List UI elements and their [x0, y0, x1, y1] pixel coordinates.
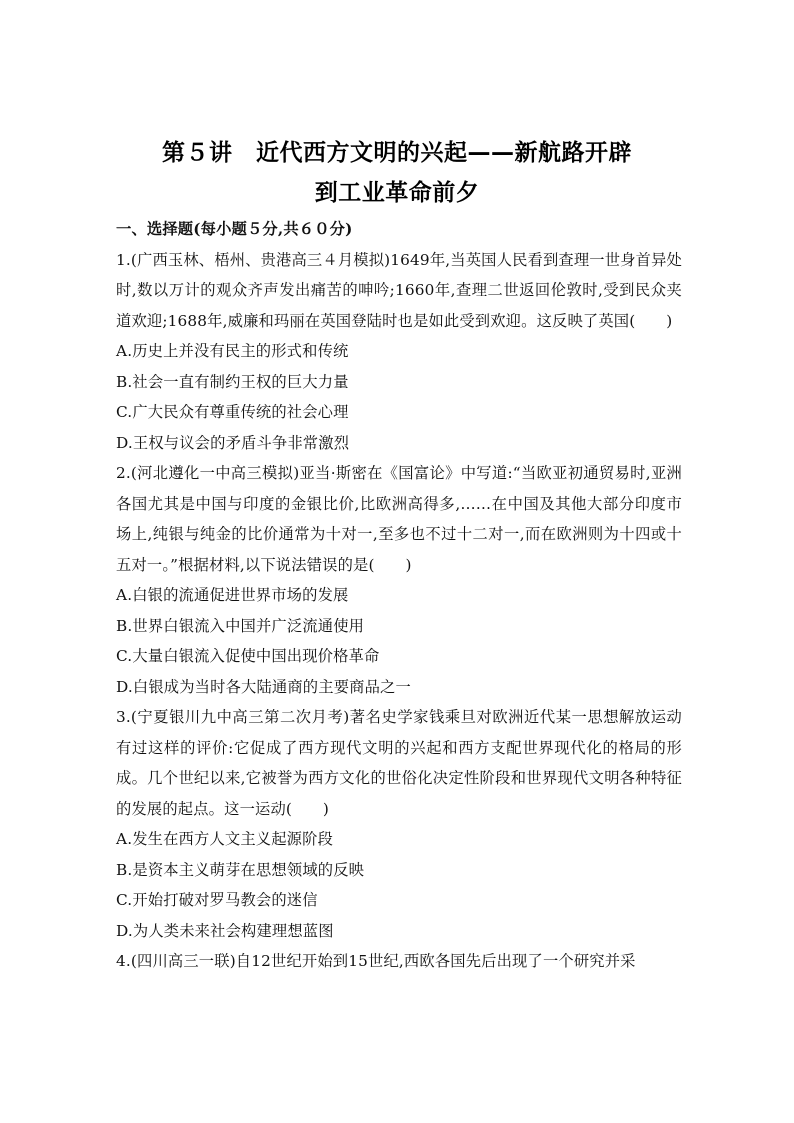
option-a: A.历史上并没有民主的形式和传统	[116, 342, 349, 360]
question-2	[116, 458, 682, 702]
option-b: B.社会一直有制约王权的巨大力量	[116, 372, 349, 391]
document-body	[116, 214, 682, 977]
option-d: D.白银成为当时各大陆通商的主要商品之一	[116, 677, 411, 696]
page-title-line-2: 到工业革命前夕	[314, 180, 480, 206]
section-heading: 一、选择题(每小题５分,共６０分)	[116, 220, 353, 238]
option-c: C.大量白银流入促使中国出现价格革命	[116, 647, 380, 665]
option-b: B.是资本主义萌芽在思想领域的反映	[116, 860, 365, 879]
page-title-line-1: 第５讲 近代西方文明的兴起——新航路开辟	[162, 140, 632, 166]
question-1	[116, 245, 682, 459]
option-a: A.白银的流通促进世界市场的发展	[116, 586, 349, 604]
option-c: C.开始打破对罗马教会的迷信	[116, 891, 318, 909]
question-4	[116, 946, 682, 977]
option-a: A.发生在西方人文主义起源阶段	[116, 830, 334, 848]
option-c: C.广大民众有尊重传统的社会心理	[116, 403, 349, 421]
option-d: D.王权与议会的矛盾斗争非常激烈	[116, 433, 350, 452]
question-stem: 2.(河北遵化一中高三模拟)亚当·斯密在《国富论》中写道:“当欧亚初通贸易时,亚洲各国尤其是中国与印度的金银比价,比欧洲高得多,……在中国及其他大部分印度市场上,纯银与纯金的比价通常为十对一,至多也不过十二对一,而在欧洲则为十四或十五对一。”根据材料,以下说法错误的是( )	[116, 464, 682, 574]
question-stem: 3.(宁夏银川九中高三第二次月考)著名史学家钱乘旦对欧洲近代某一思想解放运动有过这样的评价:它促成了西方现代文明的兴起和西方支配世界现代化的格局的形成。几个世纪以来,它被誉为西方文化的世俗化决定性阶段和世界现代文明各种特征的发展的起点。这一运动( )	[116, 708, 682, 818]
question-stem: 4.(四川高三一联)自12世纪开始到15世纪,西欧各国先后出现了一个研究并采	[116, 952, 636, 970]
option-d: D.为人类未来社会构建理想蓝图	[116, 921, 334, 940]
question-3	[116, 702, 682, 946]
option-b: B.世界白银流入中国并广泛流通使用	[116, 616, 365, 635]
question-stem: 1.(广西玉林、梧州、贵港高三４月模拟)1649年,当英国人民看到查理一世身首异处时,数以万计的观众齐声发出痛苦的呻吟;1660年,查理二世返回伦敦时,受到民众夹道欢迎;1688年,威廉和玛丽在英国登陆时也是如此受到欢迎。这反映了英国( )	[116, 250, 682, 330]
